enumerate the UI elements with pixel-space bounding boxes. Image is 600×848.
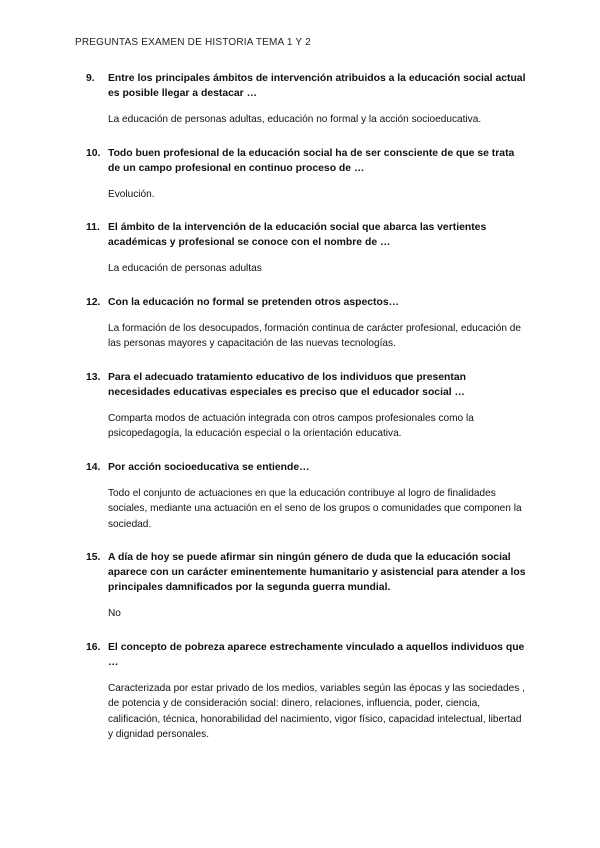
question-text: Para el adecuado tratamiento educativo de los individuos que presentan necesidades educativas especiales es preciso que el educador social …: [108, 371, 466, 398]
qa-item-15: [86, 550, 526, 622]
qa-item-9: [86, 71, 526, 128]
answer-text: No: [108, 608, 121, 619]
answer-text: Caracterizada por estar privado de los medios, variables según las épocas y las sociedades , de potencia y de consideración social: dinero, relaciones, influencia, poder, ciencia, calificación, técnica, honorabilidad del nacimiento, vigor físico, capacidad intelectual, libertad y dignidad personales.: [108, 682, 525, 740]
question-number: 15.: [86, 552, 101, 563]
question-text: A día de hoy se puede afirmar sin ningún género de duda que la educación social aparece con un carácter eminentemente humanitario y asistencial para atender a los principales damnificados por la segunda guerra mundial.: [108, 552, 526, 593]
answer-text: La educación de personas adultas: [108, 263, 262, 274]
question-number: 11.: [86, 222, 100, 233]
page-header: PREGUNTAS EXAMEN DE HISTORIA TEMA 1 Y 2: [75, 37, 311, 48]
answer-text: La educación de personas adultas, educación no formal y la acción socioeducativa.: [108, 114, 482, 125]
question-text: El concepto de pobreza aparece estrechamente vinculado a aquellos individuos que …: [108, 641, 525, 668]
answer-text: La formación de los desocupados, formación continua de carácter profesional, educación de las personas mayores y capacitación de las nuevas tecnologías.: [108, 322, 521, 349]
answer-text: Todo el conjunto de actuaciones en que la educación contribuye al logro de finalidades sociales, mediante una actuación en el seno de los grupos o comunidades que componen la sociedad.: [108, 487, 522, 530]
answer-text: Evolución.: [108, 188, 155, 200]
question-text: El ámbito de la intervención de la educación social que abarca las vertientes académicas y profesional se conoce con el nombre de …: [108, 222, 487, 248]
question-number: 12.: [86, 296, 101, 308]
question-number: 10.: [86, 147, 101, 159]
question: [86, 295, 526, 310]
question-text: Por acción socioeducativa se entiende…: [108, 461, 310, 473]
question-number: 16.: [86, 641, 101, 653]
qa-item-14: [86, 460, 526, 533]
question: [86, 640, 526, 670]
answer-text: Comparta modos de actuación integrada con otros campos profesionales como la psicopedagogía, la educación especial o la orientación educativa.: [108, 412, 474, 439]
question: [86, 460, 526, 475]
question: [86, 220, 526, 250]
question-list: [86, 71, 526, 761]
qa-item-10: [86, 146, 526, 203]
qa-item-11: [86, 220, 526, 277]
question: [86, 71, 526, 101]
question-number: 13.: [86, 371, 101, 383]
question-number: 9.: [86, 73, 95, 84]
question-text: Entre los principales ámbitos de intervención atribuidos a la educación social actual es posible llegar a destacar …: [108, 73, 526, 99]
question: [86, 550, 526, 595]
qa-item-12: [86, 295, 526, 352]
question-text: Con la educación no formal se pretenden otros aspectos…: [108, 296, 399, 308]
question: [86, 370, 526, 400]
question-number: 14.: [86, 461, 101, 473]
question-text: Todo buen profesional de la educación social ha de ser consciente de que se trata de un campo profesional en continuo proceso de …: [108, 147, 515, 174]
question: [86, 146, 526, 176]
qa-item-13: [86, 370, 526, 442]
qa-item-16: [86, 640, 526, 743]
